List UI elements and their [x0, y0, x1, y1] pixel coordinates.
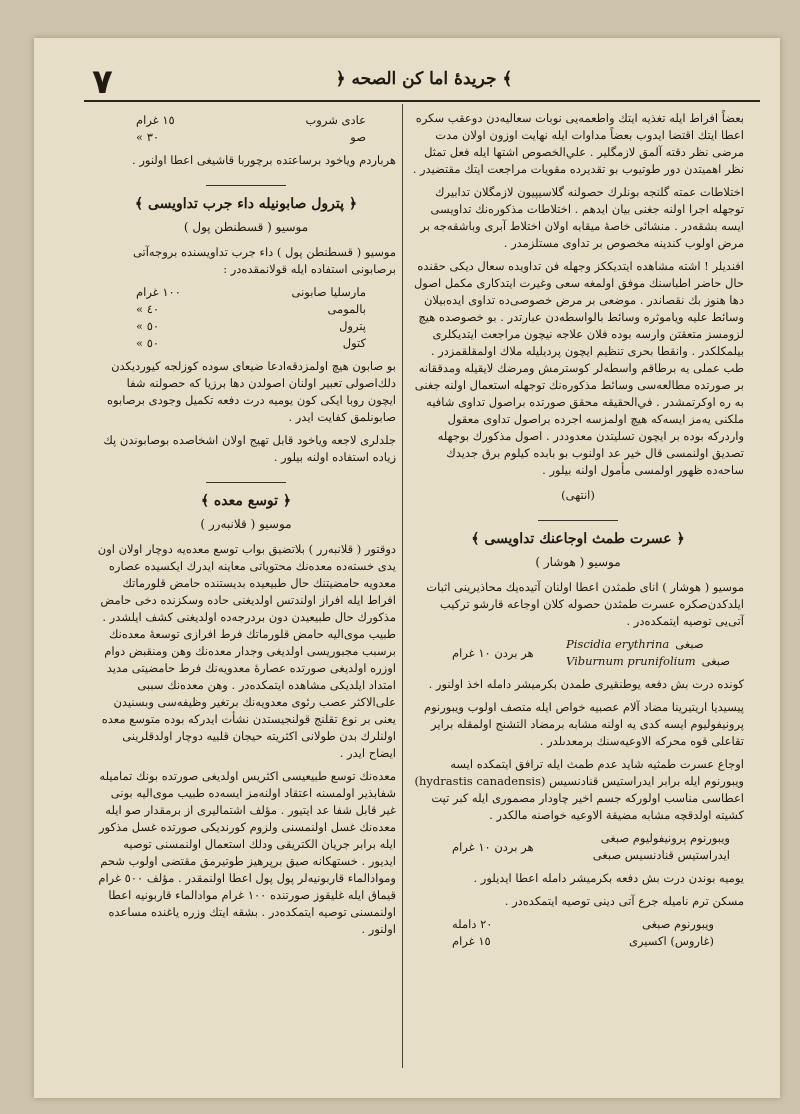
drug-name: ويبورنوم پرونيفوليوم صبغى	[600, 831, 730, 845]
paragraph: مسكن ترم ناميله جرع آتى دينى توصيه ايتمكده‌در .	[504, 894, 744, 908]
dose: ٥٠ »	[136, 336, 160, 350]
dose: ١٠٠ غرام	[136, 285, 181, 299]
drug-name: ويبورنوم صبغى	[641, 917, 714, 931]
paragraph: معده‌نك توسع طبيعيسى اكثريس اولديغى صورتده بونك تماميله شفابذير اولمسنه اعتقاد اولنه‌مز ايسه‌ده طبيب موى‌اليه بونى غير قابل شفا عد ايتيور . مؤلف اشتماليرى از برمقدار صو ايله معده‌نك غسل اولنمسنى ولزوم كورنديكى صورتده غسل مذكور ايله برابر جريان الكتريقى ودلك استعمال اولنمسنى توصيه ايديور . خستهكانه صيق برپرهيز طوتيرمق مقتضى اولوب شحم وموادالماء قاربونيه‌لر پول پول اعطا اولنمقدر . مؤلف ٥٠٠ غرام قيماق ايله غليقوز صورتنده ١٠٠ غرام موادالماء قاربونيه اعطا اولنمسنى توصيه ايتمكده‌در . بشقه ايتك وزره ياغنده مساعده اولنور .	[98, 769, 396, 936]
latin-drug-name: Piscidia erythrina	[566, 637, 670, 651]
prescription-2	[412, 830, 744, 864]
prescription-soap	[96, 284, 396, 352]
prescription-1	[412, 636, 744, 670]
drug-name: ايدراستيس قنادنسيس صبغى	[592, 848, 730, 862]
paragraph: يوميه بوندن درت بش دفعه بكرميشر دامله اعطا ايديلور .	[473, 871, 744, 885]
drug-name: عادى شروب	[305, 113, 366, 127]
paragraph: هرباردم وياخود برساعتده برچوربا قاشيغى اعطا اولنور .	[132, 153, 396, 167]
drug-name: (غاروس) اكسيرى	[628, 934, 714, 948]
section-separator	[538, 520, 618, 521]
paragraph: پيسيديا اريتيرينا مضاد آلام عصبيه خواص ايله متصف اولوب ويبورنوم پرونيفوليوم ايسه كدى يه اولنه مشابه برمضاد التشنج اولمقله براير تقاعلى قوه محركه الاوعيه‌سنك برمعدىلدر .	[423, 700, 744, 748]
page-number: ٧	[92, 62, 113, 102]
dose: ٢٠ دامله	[452, 917, 493, 931]
section-separator	[206, 185, 286, 186]
dose: ٤٠ »	[136, 302, 160, 316]
dose: ٥٠ »	[136, 319, 160, 333]
latin-drug-name: Viburnum prunifolium	[566, 654, 696, 668]
drug-name: بالمومى	[327, 302, 366, 316]
paragraph: موسيو ( قسطنطن پول ) داء جرب تداويسنده بروجه‌آتى برصابونى استفاده ايله قولانمقده‌در :	[132, 245, 396, 276]
dose: ١٥ غرام	[452, 934, 491, 948]
section-separator	[206, 482, 286, 483]
paragraph: بو صابون هيچ اولمزدقه‌ادعا ضيعاى سوده كوزلجه كيورديكدن دلك‌اصولى تعبير اولنان اصولدن دها برزيا كه حصولنه شفا ايچون روبا ايكى كون يوميه درت دفعه تكميل وجودى برصابوه صابونلمق كفايت ايدر .	[107, 359, 396, 424]
paragraph: كونده درت بش دفعه يوطنقيرى طمدن بكرميشر دامله اخذ اولنور .	[428, 677, 744, 691]
dose: ١٥ غرام	[136, 113, 175, 127]
paragraph: افنديلر ! اشته مشاهده ايتديككز وجهله فن تداويده سعال ديكى حقنده حال حاضر اطباسنك موفق اولمغه سعى وغيرت ايتدكارى مكمل اصول دها هنوز بك نقصاندر . موضعى بر مرض خصوصى‌ده تداوى ايده‌بيلان وسائط عليه وياموثره وسائط بالواسطه‌دن عبارتدر . بو خصوصده هيچ لزومسز متعقتن وارسه بوده فلان علاجه نيچون مراجعت ايتديكلرى بيلمكلكدر . وانقطا بحرى تنظيم ايچون پرديليله ملاك اولمقلقمزدر . طب عملى يه برطاقم واسطه‌لر كوسترمش ومرضك لايقيله ومدققانه بر صورتده مطالعه‌سى وسائط مذكوره‌نك توجهله استعمال اولنه جغنى به ره اوكرتمشدر . في‌الحقيقه محقق صورتده براصول تداوى شافيه ملكنى يه‌مز ايسه‌كه هيچ اولمزسه اجرده براصول تداوى معقول واردركه بوده بر ايچون تسليتدن معدوددر . اصول مذكورك بوجهله تصديق اولنمسى قال خير عد اولنوب بو بابده كيلوم برق جديدك ساحه‌ده ظهور اولمسى مأمول اولنه بيلور .	[413, 259, 744, 477]
journal-page	[34, 38, 780, 1098]
column-divider	[402, 104, 403, 1068]
right-column	[412, 110, 744, 956]
paragraph: دوقتور ( قلانبه‌رر ) بلاتضيق بواب توسع معده‌يه دوچار اولان اون يدى خسته‌ده معده‌نك محتوياتى معاينه ايدرك ايكسيده عصاره معدويه حامضيتنك حال طبيعيده بديستنده حامض قلورماتك افراط ايله افراز اولندتس اولديغنى حاده وسكزنده دخى حامض مذكورك حال طبيعيدن دون بردرجه‌ده اولديغنى كشف ايلشدر . طبيب موى‌اليه حامض قلورماتك فرط افرازى توسعهٔ معده‌نك برسبب مجبوريسى اولديغى وجدار معده‌نك وهن ومنقبض دوام اوزره اولديغى صورتده عصارهٔ معدويه‌نك فرط حامضيتى مديد امتداد ايلديكى مشاهده ايتمكده‌در . وهن معده‌نك سببى على‌الاكثر عصب رئوى معدويه‌نك برتغير وظيفه‌سى وبسنيدن يعنى بر نوع تقلنج قولنجيستدن نشأت ايدركه بوده متوسع معده اولنلرك بدن طولانى اكثريته حيجان قلبيه دوچار اولدقلرينى ايضاح ايدر .	[97, 542, 396, 760]
paragraph: موسيو ( هوشار ) اناى طمثدن اعطا اولنان آتيده‌يك محاذيرينى اثبات ايلدكدن‌صكره عسرت طمثدن حصوله كلان اوجاعه قارشو تركيب آتى‌يى توصيه ايتمكده‌در .	[426, 580, 744, 628]
paragraph: بعضاً افراط ايله تغذيه ايتك واطعمه‌يى نوبات سعاليه‌دن دوعقب سكره اعطا ايتك اقتضا ايدوب بعضاً مداوات ايله نهايت اوزون اولان مدت مرضى نظر دقته آلمق لازمگلير . علي‌الخصوص اشتها ايله فعل تمثل نظر اهميتدن دور طوتيوب بو تقديرده مقويات مراجعت ايتك مقتضيدر .	[412, 111, 744, 176]
section-title: ﴿ توسع معده ﴾	[200, 493, 292, 509]
drug-label: صبغى	[675, 637, 704, 651]
section-title: ﴿ پترول صابونيله داء جرب تداويسى ﴾	[134, 196, 358, 212]
paragraph: جلدلرى لاجعه وياخود قابل تهيج اولان اشخاصده بوصابوندن پك زياده استفاده اولنه بيلور .	[103, 433, 396, 464]
drug-name: مارسليا صابونى	[291, 285, 366, 299]
drug-name: كتول	[342, 336, 366, 350]
paragraph: اوجاع عسرت طمثيه شايد عدم طمث ايله ترافق ايتمكده ايسه ويبورنوم ايله برابر ايدراستيس قنادنسيس (hydrastis canadensis) اعطاسى مناسب اولوركه جسم اخير چاودار مصمورى ايله كبر تپت كشيته اولدقچه مشابه مضيقة الاوعيه خواصنه مالكدر .	[414, 757, 744, 822]
prescription-3	[412, 916, 744, 950]
dose: هر بردن ١٠ غرام	[452, 839, 534, 854]
left-column	[96, 110, 396, 944]
author-line: موسيو ( قلانبه‌رر )	[200, 517, 292, 531]
dose: ٣٠ »	[136, 130, 160, 144]
section-title: ﴿ عسرت طمث اوجاعنك تداويسى ﴾	[471, 531, 685, 547]
end-marker: (انتهى)	[561, 488, 595, 502]
dose: هر بردن ١٠ غرام	[452, 645, 534, 660]
author-line: موسيو ( قسطنطن پول )	[183, 220, 309, 234]
drug-label: صبغى	[701, 654, 730, 668]
drug-name: پترول	[339, 319, 366, 333]
header-rule	[84, 100, 760, 102]
drug-name: صو	[350, 130, 366, 144]
paragraph: اختلاطات عمته گلنجه بونلرك حصولنه گلاسيپيون لازمگلان تدابيرك توجهله اجرا اولنه جغنى بيان ايدهم . اختلاطات مذكوره‌نك تداويسى ايسه بشقه‌در . منشائى خاصهٔ ميقابه اولان اختلاط آبرى وباشقه‌جه بر مرض اولوب كندينه مخصوص بر تداوى مستلزمدر .	[420, 185, 744, 250]
author-line: موسيو ( هوشار )	[535, 555, 621, 569]
prescription-top	[96, 112, 396, 146]
running-title: ﴿ جريدهٔ اما كن الصحه ﴾	[335, 69, 513, 89]
